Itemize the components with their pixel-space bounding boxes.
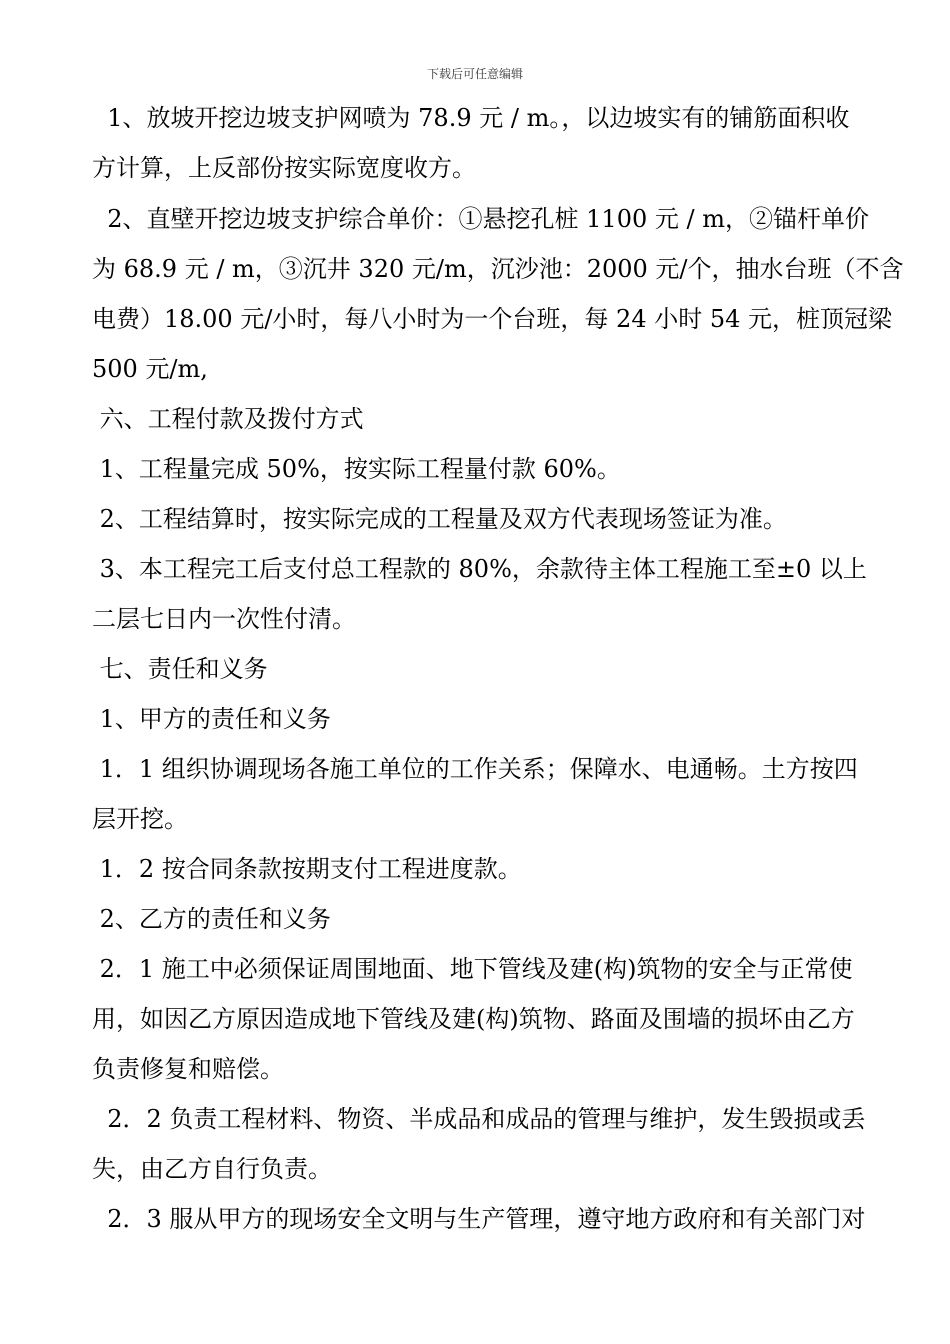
text-line: 用，如因乙方原因造成地下管线及建(构)筑物、路面及围墙的损坏由乙方 [92, 1005, 855, 1033]
text-line: 2．1 施工中必须保证周围地面、地下管线及建(构)筑物的安全与正常使 [92, 955, 853, 983]
section-heading: 六、工程付款及拨付方式 [92, 405, 364, 433]
text-line: 1．1 组织协调现场各施工单位的工作关系；保障水、电通畅。土方按四 [92, 755, 858, 783]
text-line: 1、工程量完成 50%，按实际工程量付款 60%。 [92, 455, 621, 483]
text-line: 方计算，上反部份按实际宽度收方。 [92, 154, 476, 182]
text-line: 层开挖。 [92, 805, 188, 833]
text-line: 二层七日内一次性付清。 [92, 605, 356, 633]
text-line: 1．2 按合同条款按期支付工程进度款。 [92, 855, 522, 883]
text-line: 500 元/m, [92, 355, 208, 383]
text-line: 2、直壁开挖边坡支护综合单价：①悬挖孔桩 1100 元 / m，②锚杆单价 [92, 205, 869, 233]
text-line: 2、工程结算时，按实际完成的工程量及双方代表现场签证为准。 [92, 505, 787, 533]
text-line: 2．3 服从甲方的现场安全文明与生产管理，遵守地方政府和有关部门对 [92, 1205, 866, 1233]
text-line: 3、本工程完工后支付总工程款的 80%，余款待主体工程施工至±0 以上 [92, 555, 867, 583]
text-line: 负责修复和赔偿。 [92, 1055, 284, 1083]
section-heading: 七、责任和义务 [92, 655, 268, 683]
text-line: 电费）18.00 元/小时，每八小时为一个台班，每 24 小时 54 元，桩顶冠梁 [92, 305, 893, 333]
text-line: 1、放坡开挖边坡支护网喷为 78.9 元 / m。，以边坡实有的铺筋面积收 [92, 104, 850, 132]
subsection-heading: 2、乙方的责任和义务 [92, 905, 331, 933]
subsection-heading: 1、甲方的责任和义务 [92, 705, 331, 733]
page-header: 下载后可任意编辑 [426, 67, 523, 81]
text-line: 失，由乙方自行负责。 [92, 1155, 332, 1183]
text-line: 2．2 负责工程材料、物资、半成品和成品的管理与维护，发生毁损或丢 [92, 1105, 866, 1133]
text-line: 为 68.9 元 / m，③沉井 320 元/m，沉沙池：2000 元/个，抽水台班（不含 [92, 255, 904, 283]
